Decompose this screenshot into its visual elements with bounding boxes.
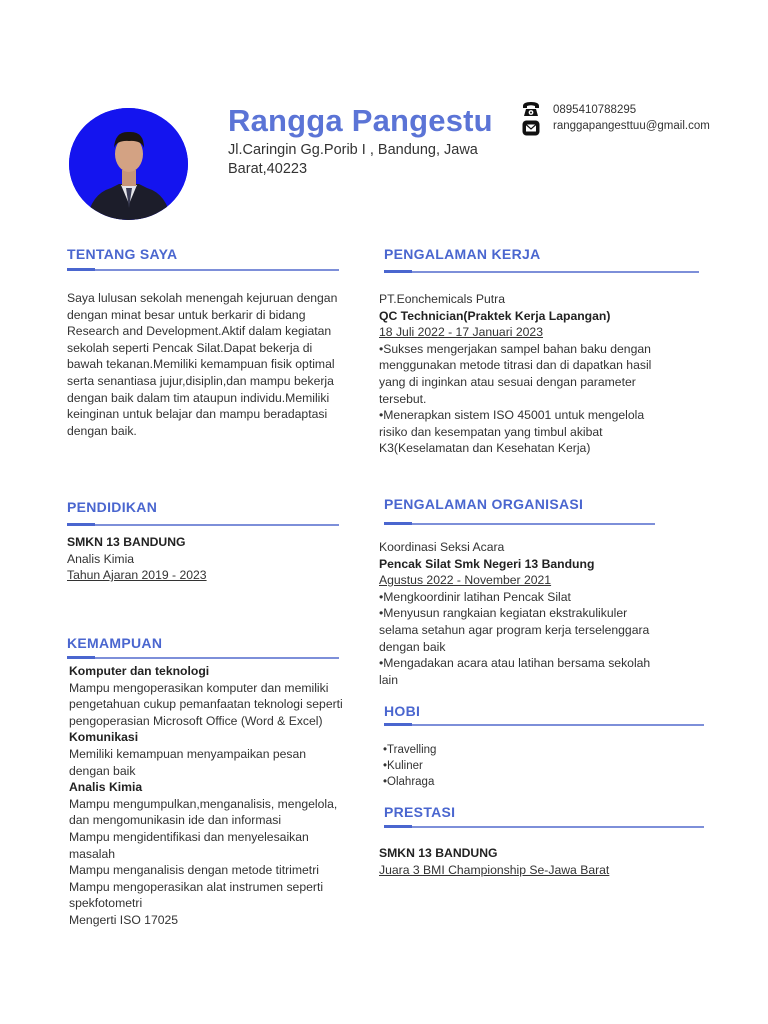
skill-line: Mampu menganalisis dengan metode titrimetri [69, 863, 319, 878]
skill-line: Mampu mengoperasikan alat instrumen seperti spekfotometri [69, 879, 324, 911]
organization-name: Pencak Silat Smk Negeri 13 Bandung [379, 556, 595, 571]
person-silhouette-icon [69, 108, 188, 220]
address: Jl.Caringin Gg.Porib I , Bandung, Jawa Barat,40223 [228, 142, 478, 177]
section-divider-accent [384, 522, 412, 525]
organization-period: Agustus 2022 - November 2021 [379, 573, 552, 588]
achievement-school: SMKN 13 BANDUNG [379, 846, 498, 860]
section-title-achievements: PRESTASI [384, 804, 456, 820]
section-title-education: PENDIDIKAN [67, 499, 158, 515]
skill-line: Memiliki kemampuan menyampaikan pesan dengan baik [69, 746, 307, 778]
hobby-item: •Olahraga [383, 776, 435, 788]
skill-line: Mampu mengidentifikasi dan menyelesaikan masalah [69, 829, 309, 861]
section-divider-accent [67, 523, 95, 526]
education-school: SMKN 13 BANDUNG [67, 535, 186, 549]
section-divider [67, 524, 339, 526]
work-point: •Sukses mengerjakan sampel bahan baku dengan menggunakan metode titrasi dan di dapatkan hasil yang di inginkan atau sesuai dengan parameter tersebut. [379, 341, 652, 406]
skill-line: Mampu mengumpulkan,menganalisis, mengelola, dan mengomunikasin ide dan informasi [69, 796, 338, 828]
section-divider [384, 271, 699, 273]
achievements-block [379, 845, 669, 878]
section-divider [384, 523, 655, 525]
section-divider [384, 826, 704, 828]
envelope-icon [522, 120, 540, 136]
skill-line: Mampu mengoperasikan komputer dan memiliki pengetahuan cukup pemanfaatan teknologi seperti pengoperasian Microsoft Office (Word & Excel) [69, 680, 343, 728]
work-company: PT.Eonchemicals Putra [379, 292, 505, 306]
about-text: Saya lulusan sekolah menengah kejuruan dengan dengan minat besar untuk berkarir di bidang Research and Development.Aktif dalam kegiatan sekolah seperti Pencak Silat.Dapat bekerja di bawah tekanan.Memiliki kemampuan fisik optimal serta senantiasa jujur,disiplin,dan mampu bekerja dengan baik dalam tim ataupun individu.Memiliki keinginan untuk belajar dan mampu beradaptasi dengan baik. [67, 291, 338, 438]
work-role: QC Technician(Praktek Kerja Lapangan) [379, 308, 611, 323]
section-title-hobbies: HOBI [384, 703, 421, 719]
section-divider-accent [384, 723, 412, 726]
section-divider [67, 657, 339, 659]
phone-number: 0895410788295 [553, 104, 637, 116]
section-divider [384, 724, 704, 726]
education-period: Tahun Ajaran 2019 - 2023 [67, 568, 207, 583]
organization-block [379, 539, 657, 688]
organization-point: •Mengkoordinir latihan Pencak Silat [379, 589, 571, 604]
organization-point: •Mengadakan acara atau latihan bersama sekolah lain [379, 656, 651, 687]
candidate-name: Rangga Pangestu [228, 103, 493, 138]
hobbies-list [383, 742, 583, 790]
hobby-item: •Travelling [383, 744, 437, 756]
section-title-about: TENTANG SAYA [67, 246, 178, 262]
section-divider-accent [67, 268, 95, 271]
section-divider [67, 269, 339, 271]
education-block [67, 534, 342, 584]
section-divider-accent [67, 656, 95, 659]
skill-heading: Analis Kimia [69, 780, 143, 795]
skill-line: Mengerti ISO 17025 [69, 912, 179, 927]
skill-heading: Komunikasi [69, 730, 139, 745]
skills-block [69, 663, 347, 929]
section-title-work: PENGALAMAN KERJA [384, 246, 541, 262]
organization-role: Koordinasi Seksi Acara [379, 540, 505, 554]
work-period: 18 Juli 2022 - 17 Januari 2023 [379, 325, 543, 340]
section-title-organization: PENGALAMAN ORGANISASI [384, 496, 584, 512]
achievement-award: Juara 3 BMI Championship Se-Jawa Barat [379, 862, 610, 877]
skill-heading: Komputer dan teknologi [69, 664, 210, 678]
work-block [379, 291, 657, 457]
section-divider-accent [384, 270, 412, 273]
work-point: •Menerapkan sistem ISO 45001 untuk mengelola risiko dan kesempatan yang timbul akibat K3(Keselamatan dan Kesehatan Kerja) [379, 408, 645, 456]
organization-point: •Menyusun rangkaian kegiatan ekstrakulikuler selama setahun agar program kerja terselenggara dengan baik [379, 606, 650, 654]
profile-photo [69, 108, 188, 220]
telephone-icon [522, 101, 540, 117]
hobby-item: •Kuliner [383, 760, 423, 772]
section-divider-accent [384, 825, 412, 828]
section-title-skills: KEMAMPUAN [67, 635, 163, 651]
education-major: Analis Kimia [67, 551, 135, 566]
email-address: ranggapangesttuu@gmail.com [553, 120, 710, 132]
